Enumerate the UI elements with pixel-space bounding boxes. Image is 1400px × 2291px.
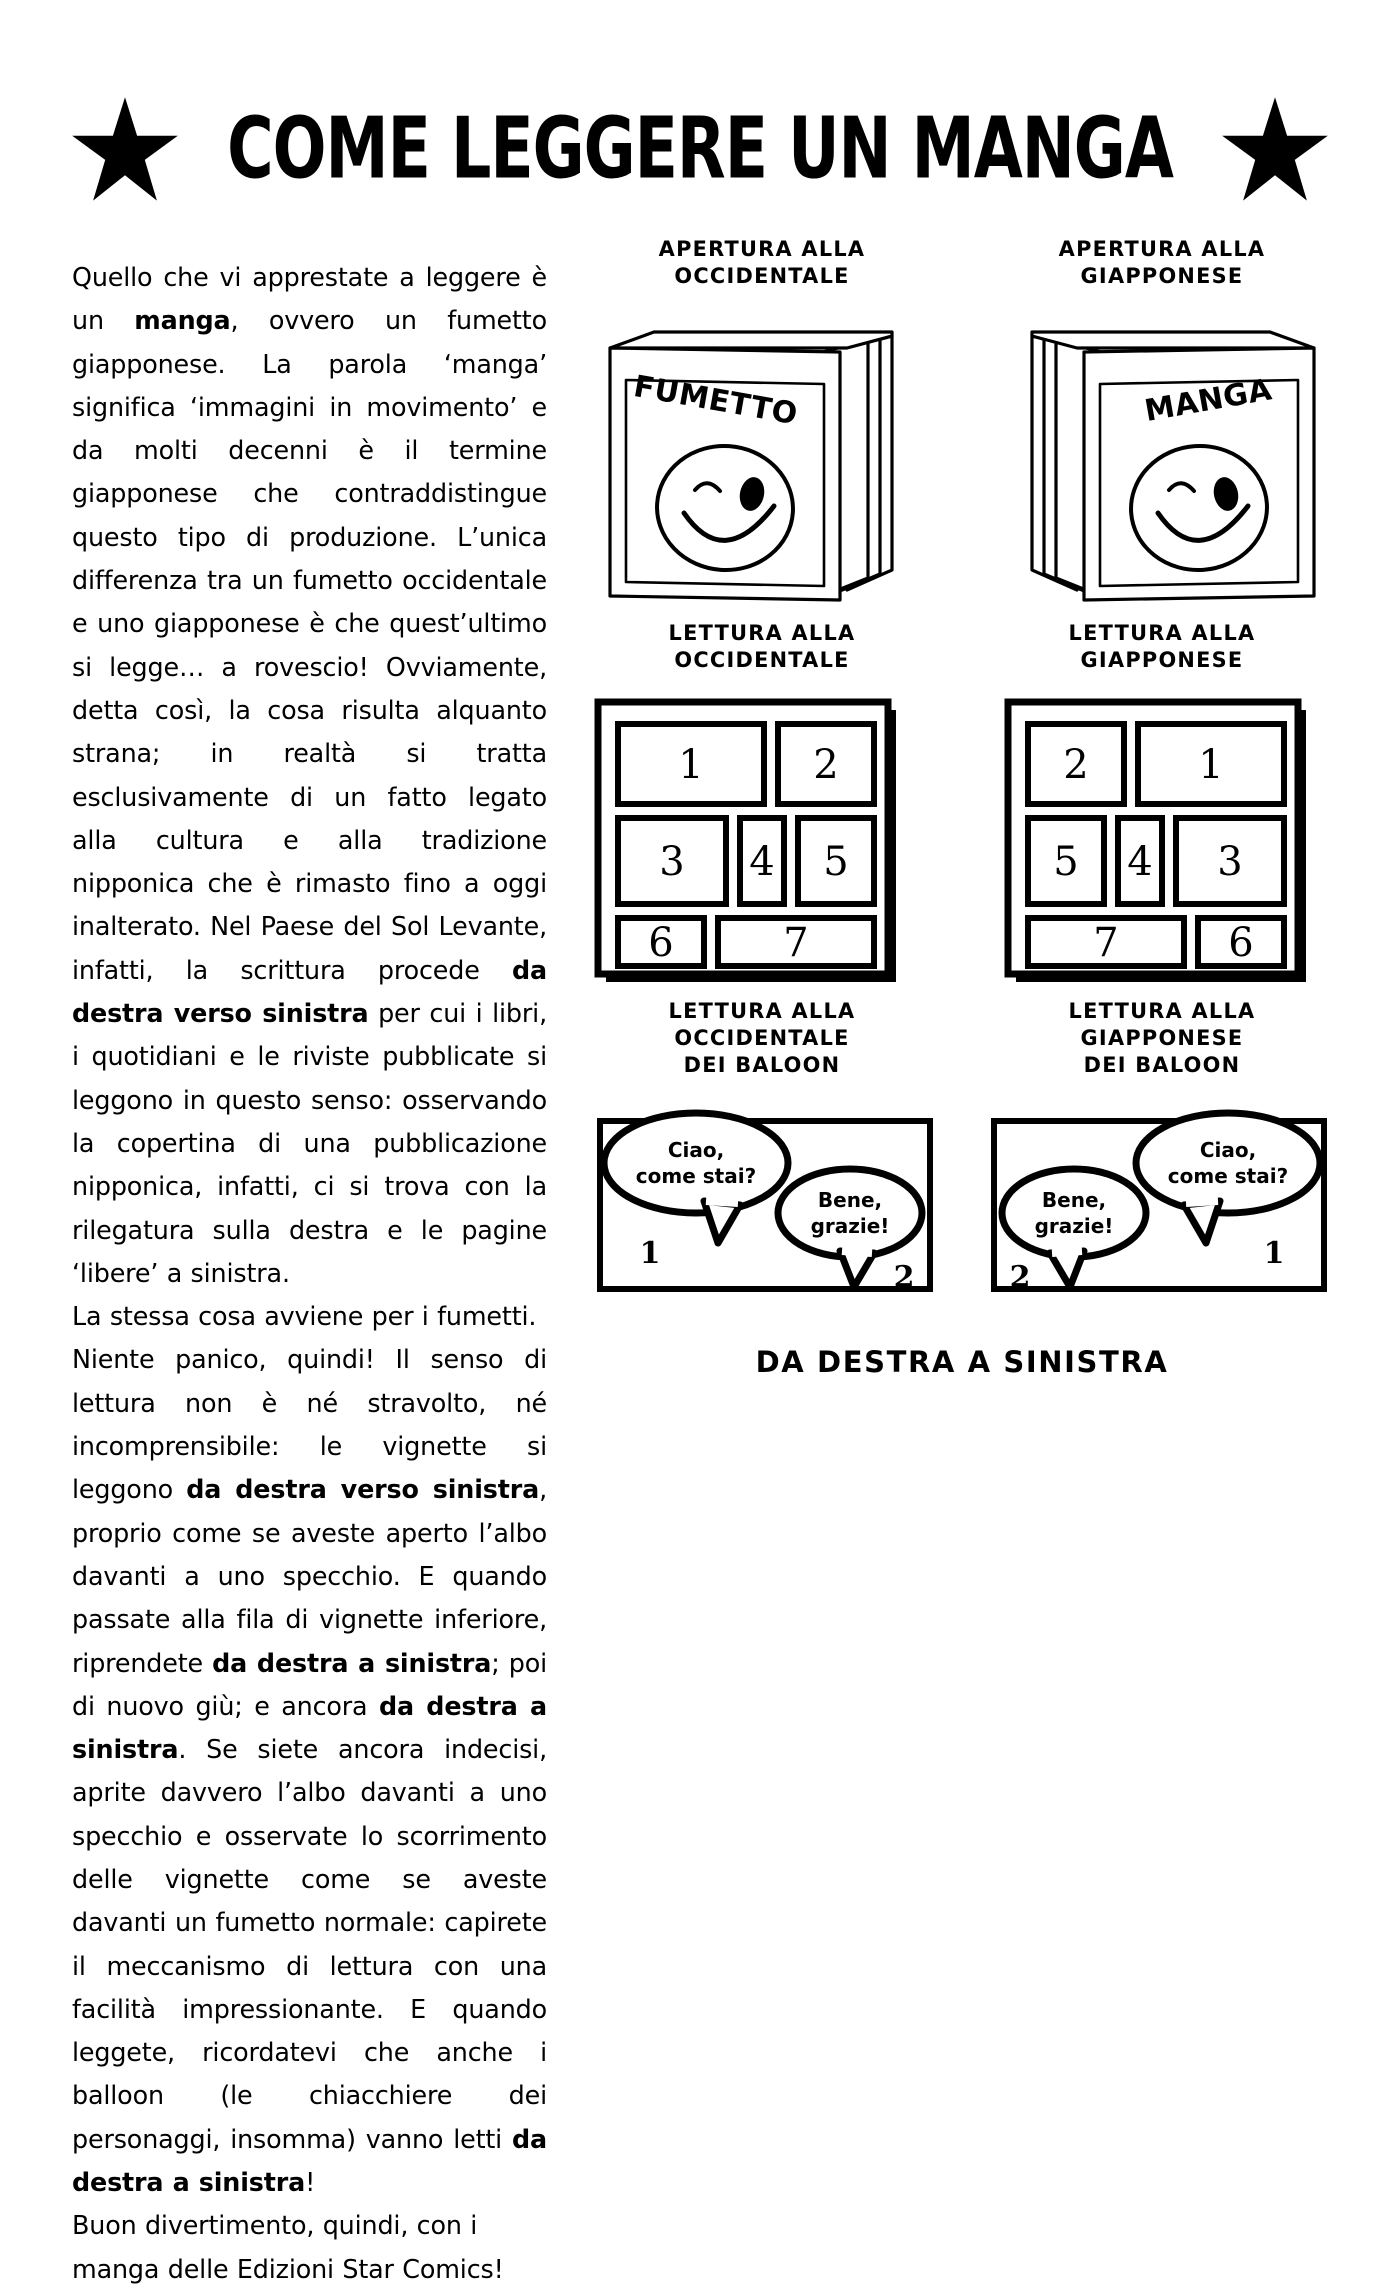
balloon-order-number: 1 [639, 1236, 661, 1271]
caption-line: DEI BALOON [1083, 1053, 1241, 1078]
bottom-caption: DA DESTRA A SINISTRA [755, 1345, 1169, 1379]
text-run: ; poi di nuovo giù; e ancora [72, 1647, 547, 1721]
reading-captions [592, 620, 1332, 674]
balloon-figures [592, 1101, 1332, 1299]
bold-phrase: da destra a sinistra [72, 2123, 547, 2198]
balloon-text-line: grazie! [810, 1214, 890, 1238]
panel-grid-figures [592, 694, 1332, 992]
reading-caption-japanese [992, 620, 1332, 674]
text-run: Quello che vi apprestate a leggere è un [72, 262, 547, 336]
bold-phrase: da destra a sinistra [72, 1690, 547, 1765]
panel-number: 5 [1053, 839, 1079, 885]
caption-line: GIAPPONESE [1080, 264, 1244, 289]
panel-number: 1 [1198, 742, 1224, 788]
book-cover-word: FUMETTO [630, 369, 801, 433]
balloon-order-number: 2 [893, 1260, 915, 1295]
panel-number: 6 [648, 920, 674, 966]
bold-manga: manga [134, 305, 231, 336]
balloon-caption-japanese [992, 998, 1332, 1079]
panel-number: 3 [1217, 839, 1243, 885]
panel-number: 6 [1228, 920, 1254, 966]
caption-line: GIAPPONESE [1080, 648, 1244, 673]
balloon-text-line: Ciao, [1199, 1138, 1257, 1162]
bold-phrase: da destra a sinistra [212, 1647, 492, 1678]
panel-grid-japanese [1002, 694, 1332, 992]
panel-number: 3 [659, 839, 685, 885]
caption-line: LETTURA ALLA [668, 621, 856, 646]
opening-caption-western [592, 236, 932, 290]
book-cover-word: MANGA [1142, 372, 1275, 430]
figures-column [592, 236, 1332, 1379]
balloon-text-line: come stai? [1167, 1164, 1289, 1188]
caption-line: DEI BALOON [683, 1053, 841, 1078]
book-western-opening [592, 318, 932, 618]
panel-number: 7 [1093, 920, 1119, 966]
balloon-order-number: 2 [1009, 1260, 1031, 1295]
text-run: Niente panico, quindi! Il senso di lettura non è né stravolto, né incomprensibile: le vignette si leggono [72, 1344, 547, 1505]
star-icon [70, 95, 180, 205]
balloon-order-number: 1 [1263, 1236, 1285, 1271]
caption-line: OCCIDENTALE [674, 1026, 850, 1051]
panel-grid-western [592, 694, 922, 992]
balloon-text-line: come stai? [635, 1164, 757, 1188]
balloon-caption-western [592, 998, 932, 1079]
paragraph-2: La stessa cosa avviene per i fumetti. [72, 1301, 537, 1332]
text-run: ! [305, 2167, 316, 2198]
paragraph-3 [72, 1338, 547, 2204]
opening-captions [592, 236, 1332, 290]
book-figures [592, 318, 1332, 618]
balloon-panel-japanese [980, 1101, 1332, 1299]
caption-line: LETTURA ALLA [1068, 999, 1256, 1024]
caption-line: OCCIDENTALE [674, 648, 850, 673]
balloon-text-line: Bene, [1041, 1188, 1107, 1212]
text-run: , proprio come se aveste aperto l’albo davanti a uno specchio. E quando passate alla fila di vignette inferiore, riprendete [72, 1474, 547, 1678]
caption-line: GIAPPONESE [1080, 1026, 1244, 1051]
panel-number: 2 [813, 742, 839, 788]
caption-line: LETTURA ALLA [1068, 621, 1256, 646]
panel-number: 1 [678, 742, 704, 788]
page-title: COME LEGGERE UN MANGA [227, 101, 1173, 199]
balloon-panel-western [592, 1101, 944, 1299]
panel-number: 4 [1127, 839, 1153, 885]
caption-line: LETTURA ALLA [668, 999, 856, 1024]
panel-number: 4 [749, 839, 775, 885]
panel-number: 2 [1063, 742, 1089, 788]
star-icon [1220, 95, 1330, 205]
caption-line: OCCIDENTALE [674, 264, 850, 289]
bold-phrase: da destra verso sinistra [72, 954, 547, 1029]
panel-number: 7 [783, 920, 809, 966]
book-japanese-opening [992, 318, 1332, 618]
paragraph-4: Buon divertimento, quindi, con i manga delle Edizioni Star Comics! [72, 2210, 504, 2284]
balloon-text-line: grazie! [1034, 1214, 1114, 1238]
paragraph-1 [72, 256, 547, 1295]
caption-line: APERTURA ALLA [658, 237, 866, 262]
balloon-text-line: Ciao, [667, 1138, 725, 1162]
opening-caption-japanese [992, 236, 1332, 290]
reading-caption-western [592, 620, 932, 674]
caption-line: APERTURA ALLA [1058, 237, 1266, 262]
page-header [70, 95, 1330, 205]
text-run: . Se siete ancora indecisi, aprite davvero l’albo davanti a uno specchio e osservate lo scorrimento delle vignette come se aveste davanti un fumetto normale: capirete il meccanismo di lettura con una facilità impressionante. E quando leggete, ricordatevi che anche i balloon (le chiacchiere dei personaggi, insomma) vanno letti [72, 1734, 547, 2154]
text-run: , ovvero un fumetto giapponese. La parola ‘manga’ significa ‘immagini in movimento’ e da molti decenni è il termine giapponese che contraddistingue questo tipo di produzione. L’unica differenza tra un fumetto occidentale e uno giapponese è che quest’ultimo si legge… a rovescio! Ovviamente, detta così, la cosa risulta alquanto strana; in realtà si tratta esclusivamente di un fatto legato alla cultura e alla tradizione nipponica che è rimasto fino a oggi inalterato. Nel Paese del Sol Levante, infatti, la scrittura procede [72, 305, 547, 985]
text-run: per cui i libri, i quotidiani e le riviste pubblicate si leggono in questo senso: osservando la copertina di una pubblicazione nipponica, infatti, ci si trova con la rilegatura sulla destra e le pagine ‘libere’ a sinistra. [72, 998, 547, 1288]
balloon-text-line: Bene, [817, 1188, 883, 1212]
article-body [72, 256, 547, 2291]
bold-phrase: da destra verso sinistra [186, 1474, 540, 1505]
balloon-captions [592, 998, 1332, 1079]
panel-number: 5 [823, 839, 849, 885]
